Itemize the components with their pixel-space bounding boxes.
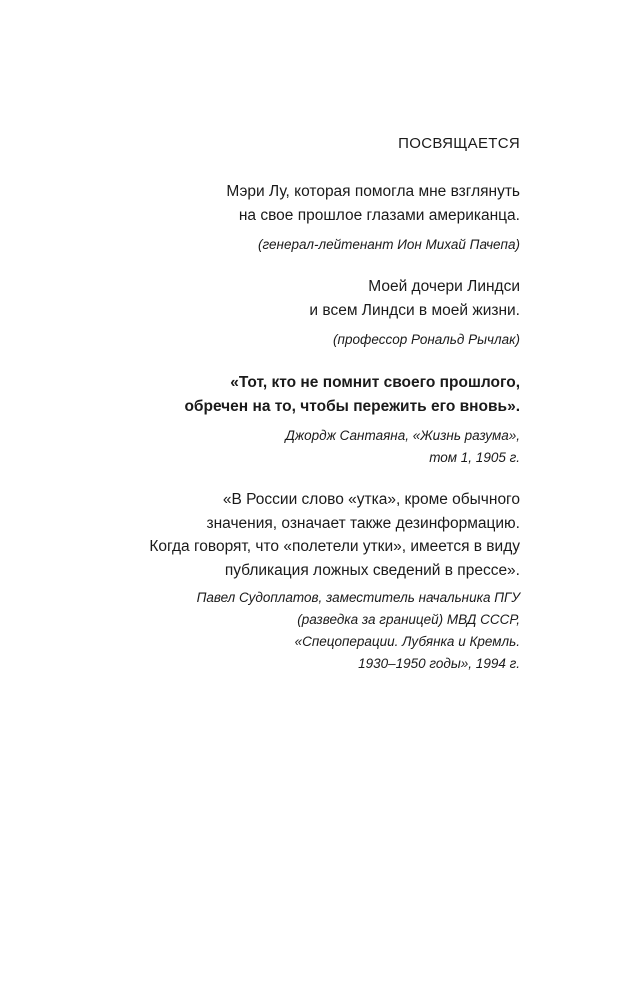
epigraph-1-quote [80, 371, 520, 419]
dedication-1-line: Мэри Лу, которая помогла мне взглянуть [226, 183, 520, 200]
epigraph-2-attribution-line: «Спецоперации. Лубянка и Кремль. [294, 634, 520, 649]
page-heading: ПОСВЯЩАЕТСЯ [398, 135, 520, 152]
epigraph-2-attribution [80, 587, 520, 675]
dedication-2-line: и всем Линдси в моей жизни. [309, 301, 520, 319]
dedication-1-line: на свое прошлое глазами американца. [238, 206, 520, 224]
epigraph-2-attribution-line: Павел Судоплатов, заместитель начальника ПГУ [196, 590, 520, 605]
epigraph-2-line: публикация ложных сведений в прессе». [224, 561, 520, 579]
epigraph-1-attribution-line: Джордж Сантаяна, «Жизнь разума», [285, 428, 520, 443]
epigraph-2-attribution-line: (разведка за границей) МВД СССР, [297, 612, 520, 627]
epigraph-2-line: значения, означает также дезинформацию. [206, 514, 520, 532]
epigraph-1-attribution [80, 425, 520, 469]
epigraph-1-attribution-line: том 1, 1905 г. [429, 450, 520, 465]
epigraph-2-line: Когда говорят, что «полетели утки», имеется в виду [149, 538, 520, 555]
dedication-2-text [80, 275, 520, 322]
epigraph-2-quote [80, 488, 520, 582]
epigraph-1-line: обречен на то, чтобы пережить его вновь». [184, 398, 520, 415]
dedication-2-attribution: (профессор Рональд Рычлак) [333, 332, 520, 347]
dedication-1-text [80, 180, 520, 227]
epigraph-2-attribution-line: 1930–1950 годы», 1994 г. [358, 656, 520, 671]
dedication-1-attribution: (генерал-лейтенант Ион Михай Пачепа) [258, 237, 520, 252]
epigraph-1-line: «Тот, кто не помнит своего прошлого, [230, 374, 520, 391]
epigraph-2-line: «В России слово «утка», кроме обычного [222, 491, 520, 508]
dedication-2-line: Моей дочери Линдси [368, 278, 520, 295]
